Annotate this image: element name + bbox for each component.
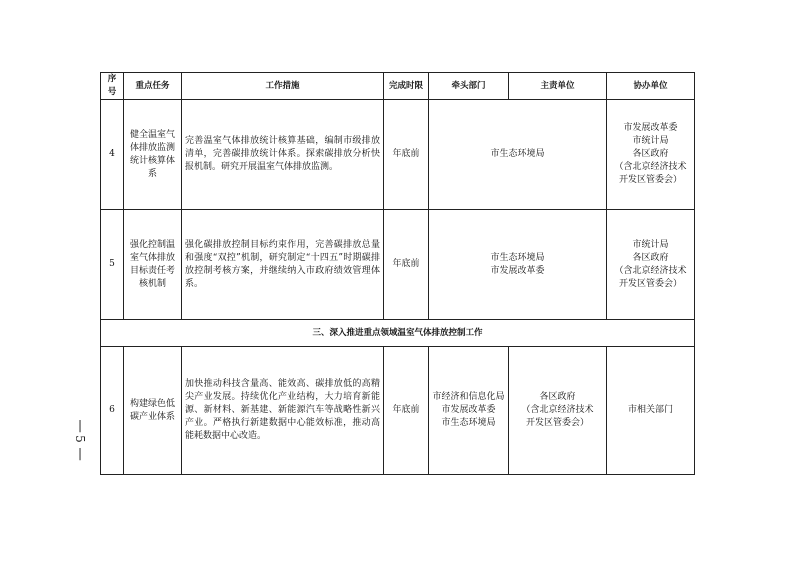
row-deadline: 年底前: [384, 210, 429, 320]
row-measure: 强化碳排放控制目标约束作用，完善碳排放总量和强度“双控”机制，研究制定“十四五”时期碳排放控制考核方案，并继续纳入市政府绩效管理体系。: [182, 210, 384, 320]
assist-line: 市发展改革委: [623, 123, 678, 133]
row-deadline: 年底前: [384, 347, 429, 475]
row-lead-responsible: [429, 100, 607, 210]
assist-line: 市统计局: [632, 239, 669, 250]
assist-line: （含北京经济技术: [614, 162, 687, 172]
lead-line: 市生态环境局: [490, 149, 545, 159]
table-row: [101, 100, 695, 210]
row-task: 健全温室气体排放监测统计核算体系: [124, 100, 182, 210]
assist-line: 市相关部门: [627, 405, 673, 415]
row-task: 强化控制温室气体排放目标责任考核机制: [124, 210, 182, 320]
page-number-value: 5: [73, 435, 87, 443]
assist-line: （含北京经济技术: [614, 265, 687, 276]
row-deadline: 年底前: [384, 100, 429, 210]
row-lead: [429, 347, 509, 475]
assist-line: 开发区管委会）: [618, 278, 682, 289]
header-lead: 牵头部门: [429, 73, 509, 100]
row-seq: 5: [101, 210, 124, 320]
row-measure: 加快推动科技含量高、能效高、碳排放低的高精尖产业发展。持续优化产业结构，大力培育新能源、新材料、新基建、新能源汽车等战略性新兴产业。严格执行新建数据中心能效标准，推动高能耗数据中心改造。: [182, 347, 384, 475]
header-measure: 工作措施: [182, 73, 384, 100]
header-task: 重点任务: [124, 73, 182, 100]
table-row: [101, 347, 695, 475]
header-seq: 序号: [101, 73, 124, 100]
assist-line: 各区政府: [632, 149, 669, 159]
row-assist: [607, 100, 695, 210]
section-heading: 三、深入推进重点领域温室气体排放控制工作: [101, 320, 695, 347]
row-assist: [607, 210, 695, 320]
row-task: 构建绿色低碳产业体系: [124, 347, 182, 475]
row-seq: 6: [101, 347, 124, 475]
table-row: [101, 210, 695, 320]
lead-line: 市生态环境局: [441, 418, 496, 428]
row-seq: 4: [101, 100, 124, 210]
row-responsible: [509, 347, 607, 475]
lead-line: 市生态环境局: [490, 252, 545, 263]
lead-line: 市发展改革委: [441, 405, 496, 415]
assist-line: 开发区管委会）: [618, 175, 682, 185]
header-responsible: 主责单位: [509, 73, 607, 100]
header-assist: 协办单位: [607, 73, 695, 100]
lead-line: 市经济和信息化局: [432, 392, 505, 402]
responsible-line: 各区政府: [539, 392, 576, 402]
page-number: [70, 420, 90, 458]
responsible-line: 开发区管委会）: [525, 418, 589, 428]
lead-line: 市发展改革委: [490, 265, 545, 276]
responsible-line: （含北京经济技术: [521, 405, 594, 415]
row-measure: 完善温室气体排放统计核算基础，编制市级排放清单，完善碳排放统计体系。探索碳排放分析快报机制。研究开展温室气体排放监测。: [182, 100, 384, 210]
page-number-dash: |: [77, 418, 83, 432]
row-lead-responsible: [429, 210, 607, 320]
assist-line: 各区政府: [632, 252, 669, 263]
row-assist: [607, 347, 695, 475]
header-deadline: 完成时限: [384, 73, 429, 100]
task-table: [100, 72, 695, 475]
page-number-dash: |: [77, 446, 83, 460]
section-row: [101, 320, 695, 347]
assist-line: 市统计局: [632, 136, 669, 146]
header-row: [101, 73, 695, 100]
